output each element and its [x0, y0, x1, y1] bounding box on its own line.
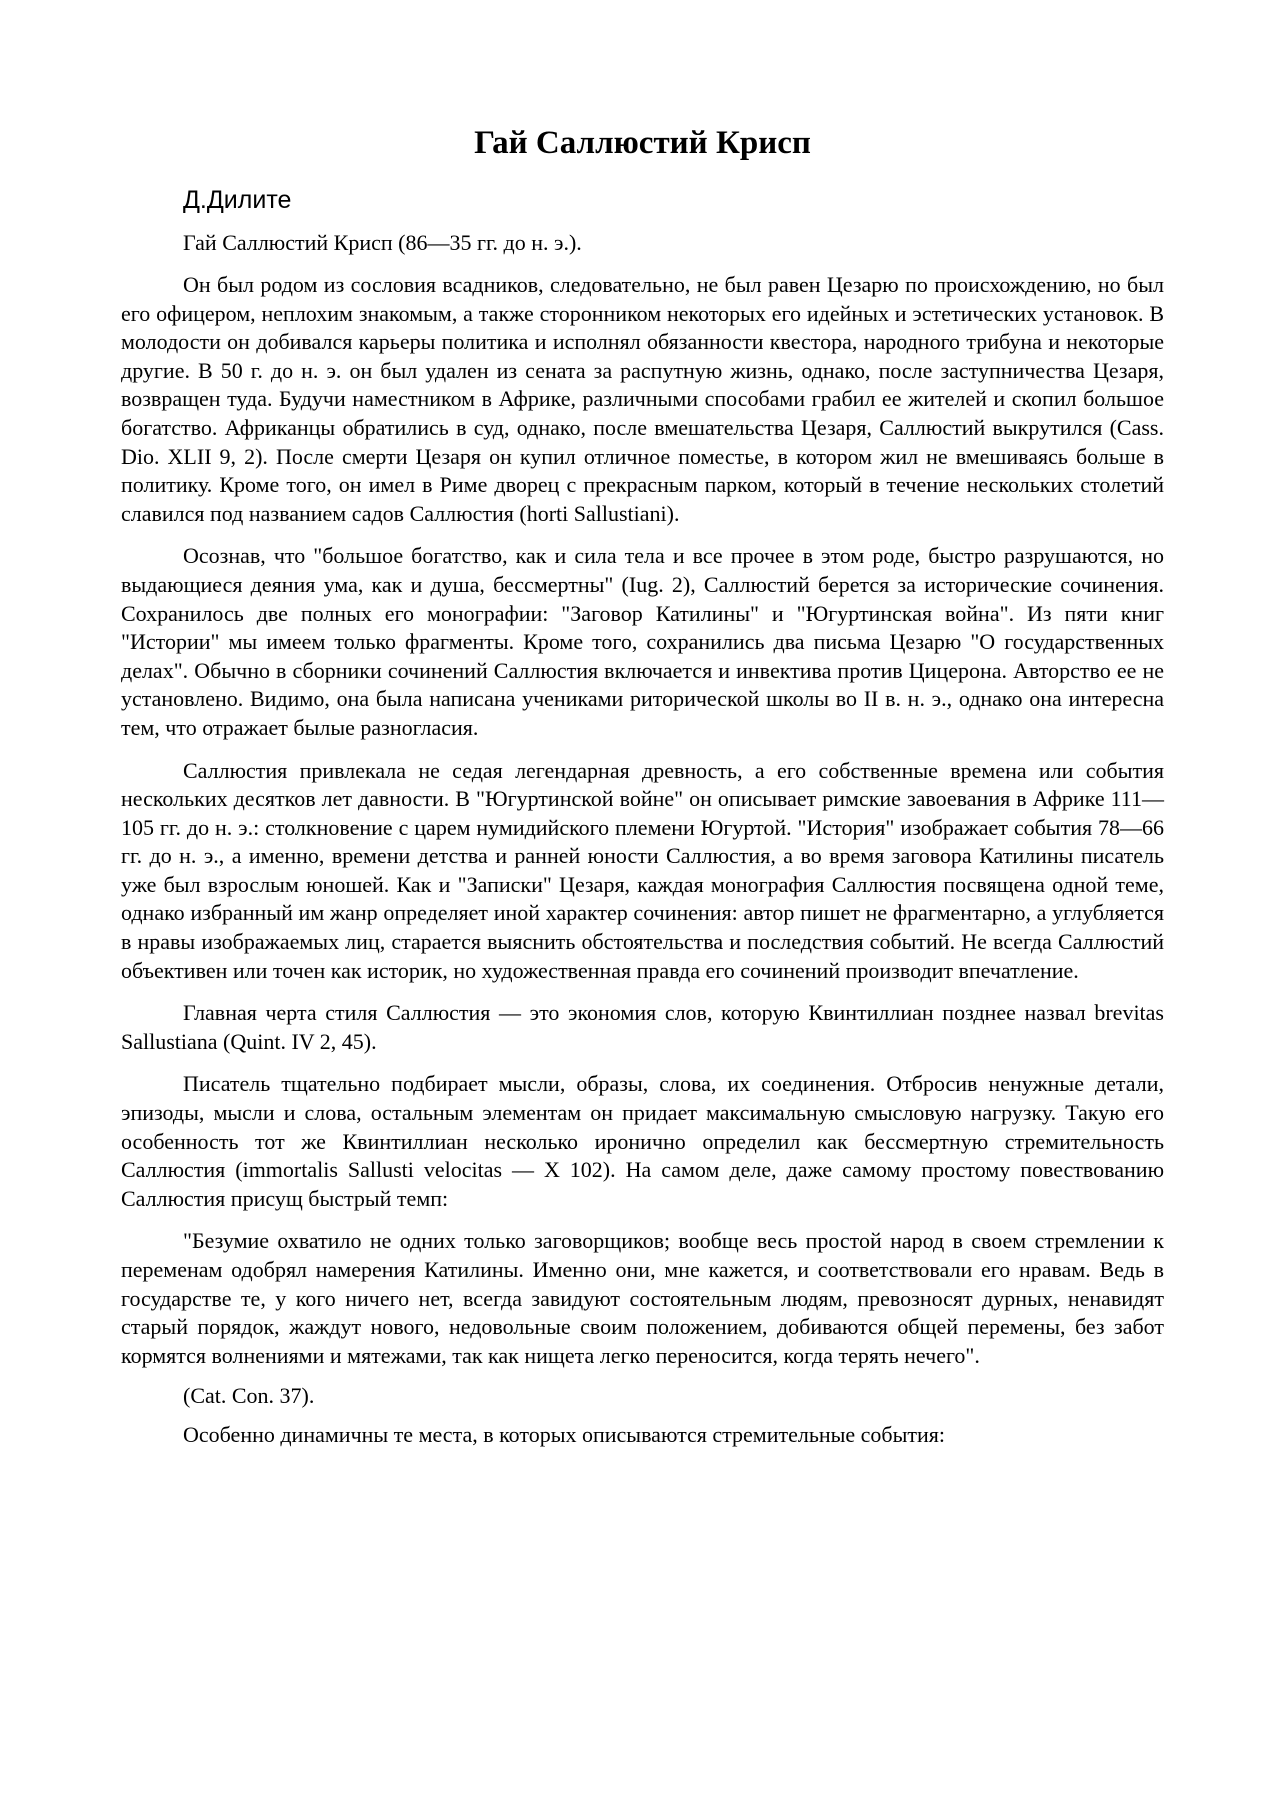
document-subtitle: Гай Саллюстий Крисп (86—35 гг. до н. э.).: [183, 230, 582, 255]
paragraph-5: Писатель тщательно подбирает мысли, образы, слова, их соединения. Отбросив ненужные детали, эпизоды, мысли и слова, остальным элементам он придает максимальную смысловую нагрузку. Такую его особенность тот же Квинтиллиан несколько иронично определил как бессмертную стремительность Саллюстия (immortalis Sallusti velocitas — X 102). На самом деле, даже самому простому повествованию Саллюстия присущ быстрый темп:: [121, 1071, 1164, 1211]
paragraph-2: Осознав, что "большое богатство, как и сила тела и все прочее в этом роде, быстро разрушаются, но выдающиеся деяния ума, как и душа, бессмертны" (Iug. 2), Саллюстий берется за исторические сочинения. Сохранилось две полных его монографии: "Заговор Катилины" и "Югуртинская война". Из пяти книг "Истории" мы имеем только фрагменты. Кроме того, сохранились два письма Цезарю "О государственных делах". Обычно в сборники сочинений Саллюстия включается и инвектива против Цицерона. Авторство ее не установлено. Видимо, она была написана учениками риторической школы во II в. н. э., однако она интересна тем, что отражает былые разногласия.: [121, 543, 1164, 740]
author-name: Д.Дилите: [183, 186, 292, 214]
document-body: [121, 118, 1164, 1450]
closing-paragraph: Особенно динамичны те места, в которых описываются стремительные события:: [183, 1421, 946, 1447]
quotation: "Безумие охватило не одних только заговорщиков; вообще весь простой народ в своем стремлении к переменам одобрял намерения Катилины. Именно они, мне кажется, и соответствовали его нравам. Ведь в государстве те, у кого ничего нет, всегда завидуют состоятельным людям, превозносят дурных, ненавидят старый порядок, жаждут нового, недовольные своим положением, добиваются общей перемены, без забот кормятся волнениями и мятежами, так как нищета легко переносится, когда терять нечего".: [121, 1228, 1164, 1368]
document-title: Гай Саллюстий Крисп: [474, 125, 811, 161]
paragraph-4: Главная черта стиля Саллюстия — это экономия слов, которую Квинтиллиан позднее назвал brevitas Sallustiana (Quint. IV 2, 45).: [121, 1000, 1164, 1054]
paragraph-3: Саллюстия привлекала не седая легендарная древность, а его собственные времена или события нескольких десятков лет давности. В "Югуртинской войне" он описывает римские завоевания в Африке 111—105 гг. до н. э.: столкновение с царем нумидийского племени Югуртой. "История" изображает события 78—66 гг. до н. э., а именно, времени детства и ранней юности Саллюстия, а во время заговора Катилины писатель уже был взрослым юношей. Как и "Записки" Цезаря, каждая монография Саллюстия посвящена одной теме, однако избранный им жанр определяет иной характер сочинения: автор пишет не фрагментарно, а углубляется в нравы изображаемых лиц, старается выяснить обстоятельства и последствия событий. Не всегда Саллюстий объективен или точен как историк, но художественная правда его сочинений производит впечатление.: [121, 757, 1164, 983]
quotation-citation: (Cat. Con. 37).: [183, 1383, 315, 1409]
paragraph-1: Он был родом из сословия всадников, следовательно, не был равен Цезарю по происхождению, но был его офицером, неплохим знакомым, а также сторонником некоторых его идейных и эстетических установок. В молодости он добивался карьеры политика и исполнял обязанности квестора, народного трибуна и некоторые другие. В 50 г. до н. э. он был удален из сената за распутную жизнь, однако, после заступничества Цезаря, возвращен туда. Будучи наместником в Африке, различными способами грабил ее жителей и скопил большое богатство. Африканцы обратились в суд, однако, после вмешательства Цезаря, Саллюстий выкрутился (Cass. Dio. XLII 9, 2). После смерти Цезаря он купил отличное поместье, в котором жил не вмешиваясь больше в политику. Кроме того, он имел в Риме дворец с прекрасным парком, который в течение нескольких столетий славился под названием садов Саллюстия (horti Sallustiani).: [121, 272, 1164, 526]
